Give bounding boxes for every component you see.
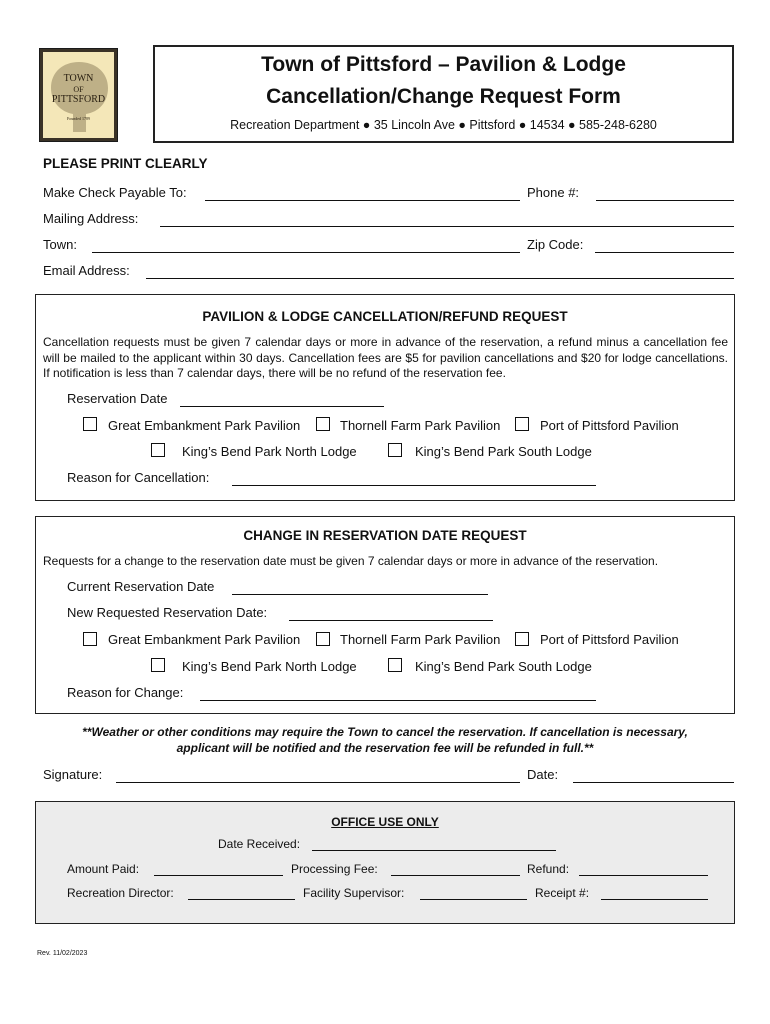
change-title: CHANGE IN RESERVATION DATE REQUEST	[243, 528, 527, 543]
facility-supervisor-field[interactable]	[420, 899, 527, 900]
checkbox-port-of-pittsford[interactable]	[515, 417, 529, 431]
cancellation-title: PAVILION & LODGE CANCELLATION/REFUND REQUEST	[202, 309, 568, 324]
town-label: Town:	[43, 237, 77, 252]
department-address: Recreation Department ● 35 Lincoln Ave ● Pittsford ● 14534 ● 585-248-6280	[230, 118, 657, 132]
office-use-title: OFFICE USE ONLY	[331, 815, 439, 829]
amount-paid-field[interactable]	[154, 875, 283, 876]
option-great-embankment: Great Embankment Park Pavilion	[108, 418, 301, 433]
change-option-thornell-farm: Thornell Farm Park Pavilion	[340, 632, 501, 647]
form-title-line2: Cancellation/Change Request Form	[266, 85, 621, 108]
change-option-kings-bend-north: King’s Bend Park North Lodge	[182, 659, 357, 674]
cancellation-policy-text: Cancellation requests must be given 7 calendar days or more in advance of the reservation, a refund minus a cancellation fee will be mailed to the applicant within 30 days. Cancellation fees are $5 for pavilion cancellations and $20 for lodge cancellations. If notification is less than 7 calendar days, there will be no refund of the reservation fee.	[43, 335, 728, 380]
change-option-port-of-pittsford: Port of Pittsford Pavilion	[540, 632, 679, 647]
email-address-field[interactable]	[146, 278, 734, 279]
zip-code-field[interactable]	[595, 252, 734, 253]
reservation-date-field[interactable]	[180, 406, 384, 407]
reason-change-field[interactable]	[200, 700, 596, 701]
option-thornell-farm: Thornell Farm Park Pavilion	[340, 418, 501, 433]
town-field[interactable]	[92, 252, 520, 253]
phone-label: Phone #:	[527, 185, 580, 200]
mailing-address-field[interactable]	[160, 226, 734, 227]
signature-label: Signature:	[43, 767, 103, 782]
weather-notice-line1: **Weather or other conditions may require the Town to cancel the reservation. If cancellation is necessary,	[82, 725, 688, 739]
change-checkbox-kings-bend-north[interactable]	[151, 658, 165, 672]
change-checkbox-thornell-farm[interactable]	[316, 632, 330, 646]
date-received-field[interactable]	[312, 850, 556, 851]
refund-label: Refund:	[527, 862, 570, 876]
refund-field[interactable]	[579, 875, 708, 876]
reason-cancellation-label: Reason for Cancellation:	[67, 470, 210, 485]
new-date-field[interactable]	[289, 620, 493, 621]
change-option-kings-bend-south: King’s Bend Park South Lodge	[415, 659, 592, 674]
option-port-of-pittsford: Port of Pittsford Pavilion	[540, 418, 679, 433]
processing-fee-label: Processing Fee:	[291, 862, 378, 876]
zip-code-label: Zip Code:	[527, 237, 584, 252]
town-logo	[39, 48, 118, 142]
check-payable-field[interactable]	[205, 200, 520, 201]
office-title-wrap	[37, 813, 733, 831]
processing-fee-field[interactable]	[391, 875, 520, 876]
phone-field[interactable]	[596, 200, 734, 201]
weather-notice-line2: applicant will be notified and the reservation fee will be refunded in full.**	[176, 741, 594, 755]
checkbox-kings-bend-north[interactable]	[151, 443, 165, 457]
amount-paid-label: Amount Paid:	[67, 862, 140, 876]
signature-field[interactable]	[116, 782, 520, 783]
signature-date-label: Date:	[527, 767, 559, 782]
checkbox-thornell-farm[interactable]	[316, 417, 330, 431]
change-policy-text: Requests for a change to the reservation date must be given 7 calendar days or more in advance of the reservation.	[43, 554, 659, 568]
logo-text-town: TOWN	[63, 73, 94, 84]
receipt-label: Receipt #:	[535, 886, 590, 900]
current-date-field[interactable]	[232, 594, 488, 595]
change-checkbox-kings-bend-south[interactable]	[388, 658, 402, 672]
change-option-great-embankment: Great Embankment Park Pavilion	[108, 632, 301, 647]
current-date-label: Current Reservation Date	[67, 579, 215, 594]
mailing-address-label: Mailing Address:	[43, 211, 139, 226]
signature-date-field[interactable]	[573, 782, 734, 783]
print-clearly-heading: PLEASE PRINT CLEARLY	[43, 156, 208, 171]
logo-text-of: OF	[73, 85, 84, 94]
logo-text-pittsford: PITTSFORD	[51, 94, 106, 105]
reservation-date-label: Reservation Date	[67, 391, 168, 406]
checkbox-great-embankment[interactable]	[83, 417, 97, 431]
recreation-director-field[interactable]	[188, 899, 295, 900]
recreation-director-label: Recreation Director:	[67, 886, 174, 900]
facility-supervisor-label: Facility Supervisor:	[303, 886, 405, 900]
reason-cancellation-field[interactable]	[232, 485, 596, 486]
receipt-field[interactable]	[601, 899, 708, 900]
revision-date: Rev. 11/02/2023	[37, 950, 88, 957]
date-received-label: Date Received:	[218, 837, 301, 851]
new-date-label: New Requested Reservation Date:	[67, 605, 268, 620]
option-kings-bend-south: King’s Bend Park South Lodge	[415, 444, 592, 459]
email-address-label: Email Address:	[43, 263, 130, 278]
change-checkbox-great-embankment[interactable]	[83, 632, 97, 646]
logo-text-founded: Founded 1789	[67, 116, 90, 121]
change-checkbox-port-of-pittsford[interactable]	[515, 632, 529, 646]
form-title-line1: Town of Pittsford – Pavilion & Lodge	[261, 53, 626, 76]
reason-change-label: Reason for Change:	[67, 685, 184, 700]
check-payable-label: Make Check Payable To:	[43, 185, 187, 200]
checkbox-kings-bend-south[interactable]	[388, 443, 402, 457]
option-kings-bend-north: King’s Bend Park North Lodge	[182, 444, 357, 459]
